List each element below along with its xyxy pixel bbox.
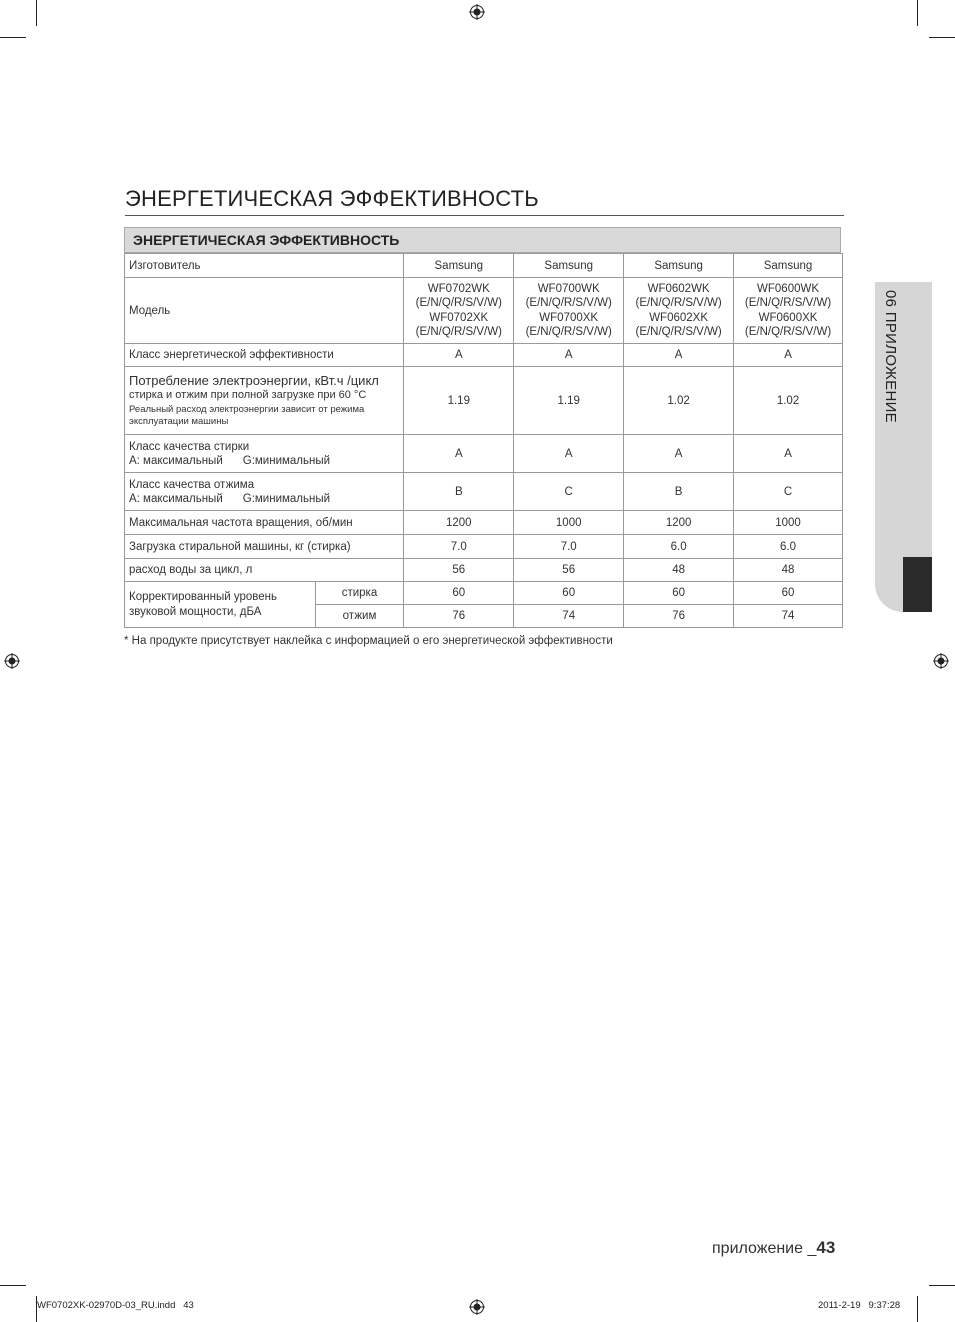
side-tab-marker [903, 557, 932, 612]
scale-min: G:минимальный [242, 454, 331, 467]
table-cell: A [514, 344, 624, 367]
table-cell: A [624, 344, 734, 367]
model-line: (E/N/Q/R/S/V/W) [635, 326, 722, 338]
crop-mark [917, 1296, 918, 1322]
table-cell: 1200 [624, 511, 734, 535]
scale-max: A: максимальный [129, 454, 223, 467]
table-cell: отжим [315, 605, 404, 628]
table-cell [514, 278, 624, 344]
table-row [125, 473, 843, 511]
row-label [125, 435, 404, 473]
table-cell: 6.0 [624, 535, 734, 559]
table-cell: B [404, 473, 514, 511]
table-cell: 7.0 [404, 535, 514, 559]
registration-mark-icon [469, 1299, 485, 1315]
model-line: (E/N/Q/R/S/V/W) [415, 326, 502, 338]
table-row [125, 559, 843, 582]
table-cell [404, 278, 514, 344]
table-cell: C [514, 473, 624, 511]
crop-mark [36, 0, 37, 26]
table-cell: 1.19 [514, 367, 624, 435]
consumption-label: Потребление электроэнергии, кВт.ч /цикл [129, 373, 379, 388]
table-row [125, 254, 843, 278]
spin-class-label: Класс качества отжима [129, 478, 255, 491]
scale-max: A: максимальный [129, 492, 223, 505]
table-cell: Samsung [624, 254, 734, 278]
model-line: WF0600WK [757, 282, 820, 295]
table-cell: Samsung [514, 254, 624, 278]
model-line: (E/N/Q/R/S/V/W) [744, 326, 832, 338]
crop-mark [917, 0, 918, 26]
registration-mark-icon [4, 653, 20, 669]
model-line: (E/N/Q/R/S/V/W) [635, 297, 722, 309]
row-label: Изготовитель [125, 254, 404, 278]
footer-file: WF0702XK-02970D-03_RU.indd 43 [37, 1300, 194, 1311]
page-number-value: 43 [816, 1238, 836, 1257]
wash-class-scale [129, 454, 399, 468]
table-cell [734, 278, 843, 344]
model-line: WF0700XK [539, 311, 599, 324]
model-line: (E/N/Q/R/S/V/W) [525, 326, 612, 338]
page-label: приложение _ [712, 1240, 817, 1257]
row-label [125, 473, 404, 511]
footer-date: 2011-2-19 9:37:28 [818, 1300, 901, 1311]
table-cell: 1.19 [404, 367, 514, 435]
scale-min: G:минимальный [242, 492, 331, 505]
table-cell: A [514, 435, 624, 473]
model-line: WF0602XK [649, 311, 709, 324]
consumption-note: Реальный расход электроэнергии зависит от режима эксплуатации машины [129, 404, 365, 427]
table-cell: 76 [404, 605, 514, 628]
wash-class-label: Класс качества стирки [129, 440, 250, 453]
table-cell: стирка [315, 582, 404, 605]
table-cell: 60 [624, 582, 734, 605]
model-line: WF0702WK [427, 282, 490, 295]
page-number [712, 1238, 835, 1258]
table-cell: 48 [624, 559, 734, 582]
table-row [125, 344, 843, 367]
page-title: ЭНЕРГЕТИЧЕСКАЯ ЭФФЕКТИВНОСТЬ [125, 186, 844, 216]
row-label: Модель [125, 278, 404, 344]
table-cell: 1200 [404, 511, 514, 535]
registration-mark-icon [469, 4, 485, 20]
table-row [125, 278, 843, 344]
registration-mark-icon [933, 653, 949, 669]
table-cell: 7.0 [514, 535, 624, 559]
table-cell: 48 [734, 559, 843, 582]
crop-mark [0, 1285, 26, 1286]
table-row [125, 435, 843, 473]
table-cell: A [624, 435, 734, 473]
table-cell: 60 [514, 582, 624, 605]
table-cell: Samsung [734, 254, 843, 278]
row-label: Максимальная частота вращения, об/мин [125, 511, 404, 535]
model-line: WF0602WK [647, 282, 710, 295]
consumption-sublabel: стирка и отжим при полной загрузке при 60 °C [129, 389, 367, 401]
table-title: ЭНЕРГЕТИЧЕСКАЯ ЭФФЕКТИВНОСТЬ [124, 227, 841, 253]
crop-mark [929, 37, 955, 38]
table-cell: 60 [734, 582, 843, 605]
table-cell: 1000 [514, 511, 624, 535]
row-label: Корректированный уровень звуковой мощности, дБА [125, 582, 316, 628]
table-cell: 74 [514, 605, 624, 628]
crop-mark [0, 37, 26, 38]
energy-efficiency-table [124, 253, 843, 628]
model-line: WF0702XK [429, 311, 489, 324]
table-row [125, 511, 843, 535]
table-cell: C [734, 473, 843, 511]
table-row [125, 582, 843, 605]
table-cell [624, 278, 734, 344]
table-cell: 56 [404, 559, 514, 582]
row-label [125, 367, 404, 435]
row-label: Класс энергетической эффективности [125, 344, 404, 367]
row-label: Загрузка стиральной машины, кг (стирка) [125, 535, 404, 559]
table-cell: A [734, 344, 843, 367]
table-cell: 76 [624, 605, 734, 628]
table-row [125, 367, 843, 435]
table-cell: 1.02 [734, 367, 843, 435]
spin-class-scale [129, 492, 399, 506]
table-cell: 1000 [734, 511, 843, 535]
table-cell: A [404, 435, 514, 473]
model-line: (E/N/Q/R/S/V/W) [744, 297, 832, 309]
table-cell: 74 [734, 605, 843, 628]
row-label: расход воды за цикл, л [125, 559, 404, 582]
table-row [125, 535, 843, 559]
table-cell: A [404, 344, 514, 367]
model-line: (E/N/Q/R/S/V/W) [415, 297, 502, 309]
table-cell: 6.0 [734, 535, 843, 559]
table-cell: 60 [404, 582, 514, 605]
table-cell: 56 [514, 559, 624, 582]
model-line: WF0600XK [758, 311, 818, 324]
table-cell: Samsung [404, 254, 514, 278]
side-tab-label: 06 ПРИЛОЖЕНИЕ [882, 290, 899, 423]
model-line: WF0700WK [537, 282, 600, 295]
table-cell: B [624, 473, 734, 511]
crop-mark [929, 1285, 955, 1286]
footnote: * На продукте присутствует наклейка с информацией о его энергетической эффективности [124, 635, 613, 647]
model-line: (E/N/Q/R/S/V/W) [525, 297, 612, 309]
table-cell: A [734, 435, 843, 473]
table-cell: 1.02 [624, 367, 734, 435]
